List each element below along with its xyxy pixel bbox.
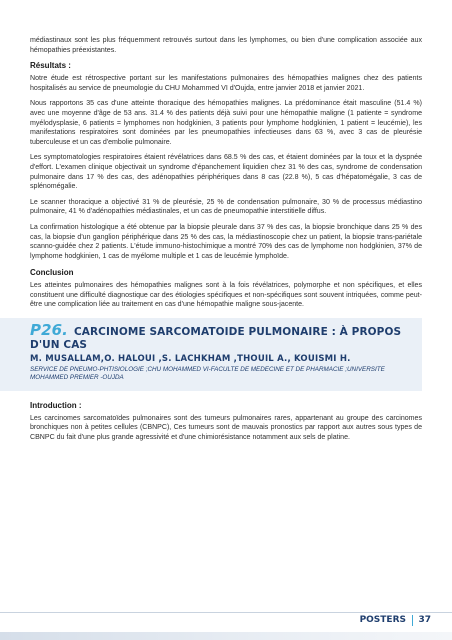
results-heading: Résultats : (30, 61, 71, 71)
page-number: 37 (418, 615, 431, 625)
introduction-heading: Introduction : (30, 400, 82, 410)
results-paragraph-4: Le scanner thoracique a objectivé 31 % de pleurésie, 25 % de condensation pulmonaire, 30 % de processus médiastino pulmonaire, 41 % d'adénopathies médiastinales, et un cas de pneumopathie interstitielle diffus. (30, 198, 422, 216)
conclusion-paragraph: Les atteintes pulmonaires des hémopathies malignes sont à la fois révélatrices, polymorphe et non spécifiques, et elles constituent une difficulté diagnostique car des étiologies spécifiques et non-spécifiques sont souvent intriquées, comme peut-être une complication liée au traitement en cas d'une hémopathie maligne sous-jacente. (30, 282, 422, 309)
results-paragraph-5: La confirmation histologique a été obtenue par la biopsie pleurale dans 37 % des cas, la biopsie bronchique dans 25 % des cas, la biopsie d'un ganglion périphérique dans 25 % des cas, la médiastinoscopie chez un patient, la biopsie trans-pariétale scanno-guidée chez 2 patients. L'étude immuno-histochimique a montré 70% des cas de lymphome non hodgkinien, 37% de lymphome hodgkinien, 1 cas de myélome multiple et 1 cas de leucémie lymphoïde. (30, 223, 422, 260)
page-content (30, 36, 422, 449)
poster-authors: M. MUSALLAM,O. HALOUI ,S. LACHKHAM ,THOUIL A., KOUISMI H. (30, 354, 351, 365)
footer-divider (0, 612, 452, 613)
introduction-paragraph: Les carcinomes sarcomatoïdes pulmonaires sont des tumeurs pulmonaires rares, appartenant au groupe des carcinomes bronchiques non à petites cellules (CBNPC), Ces tumeurs sont de mauvais pronostics par rapport aux autres sous types de CBNPC du fait d'une plus grande agressivité et d'une chimiorésistance notamment aux sels de platine. (30, 414, 422, 442)
results-paragraph-1: Notre étude est rétrospective portant sur les manifestations pulmonaires des hémopathies malignes chez des patients hospitalisés au service de pneumologie du CHU Mohammed VI d'Oujda, entre janvier 2018 et janvier 2021. (30, 75, 422, 92)
footer-section-label: POSTERS (359, 615, 406, 625)
poster-title: CARCINOME SARCOMATOIDE PULMONAIRE : À PROPOS D'UN CAS (30, 326, 402, 351)
page-footer (0, 612, 452, 640)
results-paragraph-3: Les symptomatologies respiratoires étaient révélatrices dans 68.5 % des cas, et étaient dominées par la toux et la dyspnée d'effort. L'examen clinique objectivait un syndrome d'épanchement liquidien chez 31 % des cas, syndrome de condensation pulmonaire dans 17 % des cas, des adénopathies périphériques dans 8 cas (22.8 %), 5 cas d'hépatomégalie, 3 cas de splénomégalie. (30, 154, 422, 191)
results-paragraph-2: Nous rapportons 35 cas d'une atteinte thoracique des hémopathies malignes. La prédominance était masculine (51.4 %) avec une moyenne d'âge de 53 ans. 31.4 % des patients déjà suivi pour une hémopathie maligne (1 patiente = syndrome myélodysplasie, 6 patients = lymphomes non hodgkinien, 3 patients pour lymphome hodgkinien, 1 patient = leucémie), les manifestations respiratoires sont dominées par les pneumopathies infectieuses dans 63 %, avec 3 cas de pleurésie tuberculeuse et un cas d'embolie pulmonaire. (30, 100, 422, 146)
footer-band (0, 632, 452, 640)
intro-fragment-paragraph: médiastinaux sont les plus fréquemment retrouvés surtout dans les lymphomes, ou bien d'une complication associée aux hémopathies préexistantes. (30, 37, 422, 54)
poster-affiliation: SERVICE DE PNEUMO-PHTISIOLOGIE ;CHU MOHAMMED VI-FACULTE DE MEDECINE ET DE PHARMACIE ;UNIVERSITE MOHAMMED PREMIER -OUJDA (30, 366, 385, 382)
poster-header (0, 318, 422, 391)
footer-separator (412, 615, 413, 626)
poster-number: P26. (30, 321, 68, 340)
poster-title-line (30, 321, 422, 351)
conclusion-heading: Conclusion (30, 268, 74, 278)
